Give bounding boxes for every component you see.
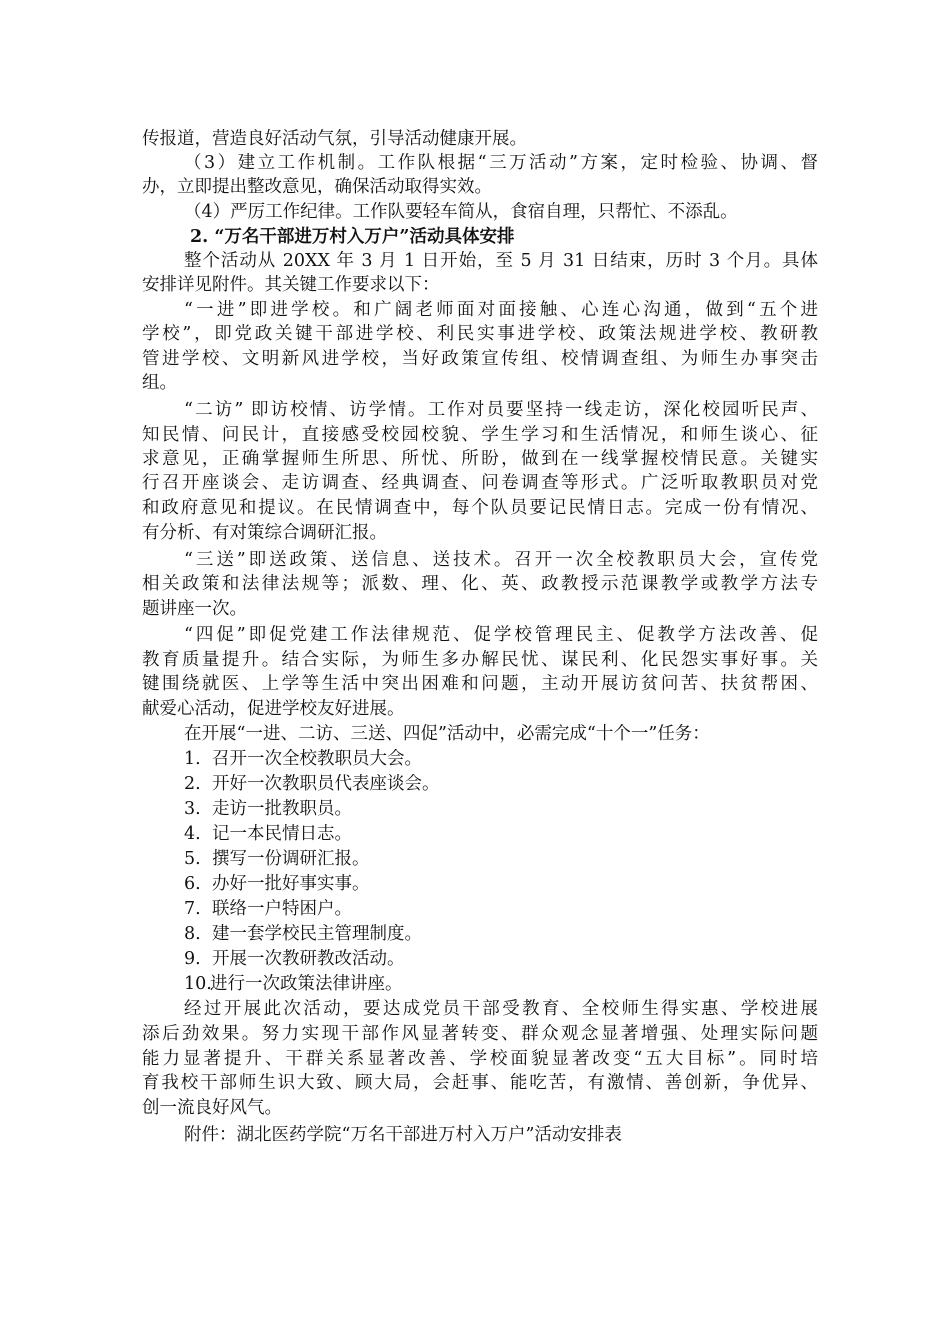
list-number: 3.	[184, 799, 201, 819]
paragraph-line: 键围绕就医、上学等生活中突出困难和问题，主动开展访贫问苦、扶贫帮困、	[142, 674, 818, 694]
paragraph-line: “三送”即送政策、送信息、送技术。召开一次全校教职员大会，宣传党	[184, 550, 818, 570]
paragraph-line: 学校”，即党政关键干部进学校、利民实事进学校、政策法规进学校、教研教	[142, 324, 818, 344]
list-number: 7.	[184, 899, 201, 919]
paragraph-line: 求意见，正确掌握师生所思、所忧、所盼，做到在一线掌握校情民意。关键实	[142, 449, 818, 469]
list-item	[184, 822, 818, 846]
paragraph-line: 添后劲效果。努力实现干部作风显著转变、群众观念显著增强、处理实际问题	[142, 1024, 818, 1044]
list-number: 5.	[184, 849, 201, 869]
list-number: 6.	[184, 874, 201, 894]
paragraph-line: （4）严厉工作纪律。工作队要轻车简从，食宿自理，只帮忙、不添乱。	[184, 202, 738, 222]
paragraph-line: 有分析、有对策综合调研汇报。	[142, 523, 387, 543]
list-text: 撰写一份调研汇报。	[212, 849, 370, 869]
list-text: 进行一次政策法律讲座。	[210, 974, 403, 994]
list-item	[184, 747, 818, 771]
paragraph-line: 行召开座谈会、走访调查、经典调查、问卷调查等形式。广泛听取教职员对党	[142, 473, 818, 493]
paragraph-line: 创一流良好风气。	[142, 1098, 282, 1118]
paragraph-line: 题讲座一次。	[142, 599, 247, 619]
list-text: 召开一次全校教职员大会。	[212, 749, 422, 769]
list-text: 建一套学校民主管理制度。	[212, 924, 422, 944]
list-item	[184, 772, 818, 796]
paragraph-line: 安排详见附件。其关键工作要求以下：	[142, 275, 440, 295]
paragraph-line: 献爱心活动，促进学校友好进展。	[142, 699, 405, 719]
list-text: 开展一次教研教改活动。	[212, 949, 405, 969]
list-text: 走访一批教职员。	[212, 799, 352, 819]
list-item	[184, 897, 818, 921]
paragraph-line: 经过开展此次活动，要达成党员干部受教育、全校师生得实惠、学校进展	[184, 999, 818, 1019]
list-number: 1.	[184, 749, 201, 769]
paragraph-line: 办，立即提出整改意见，确保活动取得实效。	[142, 177, 492, 197]
paragraph-line: 整个活动从 20XX 年 3 月 1 日开始，至 5 月 31 日结束，历时 3 个月。具体	[184, 251, 818, 271]
paragraph-line: “四促”即促党建工作法律规范、促学校管理民主、促教学方法改善、促	[184, 625, 818, 645]
paragraph-line: 组。	[142, 373, 177, 393]
paragraph-line: “二访” 即访校情、访学情。工作对员要坚持一线走访，深化校园听民声、	[184, 400, 818, 420]
list-item	[184, 872, 818, 896]
list-item	[184, 797, 818, 821]
paragraph-line: 相关政策和法律法规等；派数、理、化、英、政教授示范课教学或教学方法专	[142, 574, 818, 594]
paragraph-line: 传报道，营造良好活动气氛，引导活动健康开展。	[142, 129, 527, 149]
paragraph-line: 和政府意见和提议。在民情调查中，每个队员要记民情日志。完成一份有情况、	[142, 498, 818, 518]
list-text: 联络一户特困户。	[212, 899, 352, 919]
paragraph-line: 在开展“一进、二访、三送、四促”活动中，必需完成“十个一”任务：	[184, 724, 710, 744]
paragraph-line: 管进学校、文明新风进学校，当好政策宣传组、校情调查组、为师生办事突击	[142, 349, 818, 369]
paragraph-line: （3）建立工作机制。工作队根据“三万活动”方案，定时检验、协调、督	[184, 153, 818, 173]
paragraph-line: 育我校干部师生识大致、顾大局，会赶事、能吃苦，有激情、善创新，争优异、	[142, 1073, 818, 1093]
list-number: 10.	[184, 974, 212, 994]
paragraph-line: “一进”即进学校。和广阔老师面对面接触、心连心沟通，做到“五个进	[184, 300, 818, 320]
attachment-line: 附件：湖北医药学院“万名干部进万村入万户”活动安排表	[184, 1125, 622, 1145]
list-number: 8.	[184, 924, 201, 944]
list-text: 开好一次教职员代表座谈会。	[212, 774, 440, 794]
list-number: 4.	[184, 824, 201, 844]
list-item	[184, 847, 818, 871]
list-item	[184, 947, 818, 971]
list-item	[184, 922, 818, 946]
paragraph-line: 知民情、问民计，直接感受校园校貌、学生学习和生活情况，和师生谈心、征	[142, 425, 818, 445]
list-text: 办好一批好事实事。	[212, 874, 370, 894]
section-heading: 2. “万名干部进万村入万户”活动具体安排	[190, 227, 515, 247]
list-number: 9.	[184, 949, 201, 969]
paragraph-line: 能力显著提升、干群关系显著改善、学校面貌显著改变“五大目标”。同时培	[142, 1049, 818, 1069]
paragraph-line: 教育质量提升。结合实际，为师生多办解民忧、谋民利、化民怨实事好事。关	[142, 650, 818, 670]
list-number: 2.	[184, 774, 201, 794]
list-text: 记一本民情日志。	[212, 824, 352, 844]
list-item	[184, 972, 818, 996]
